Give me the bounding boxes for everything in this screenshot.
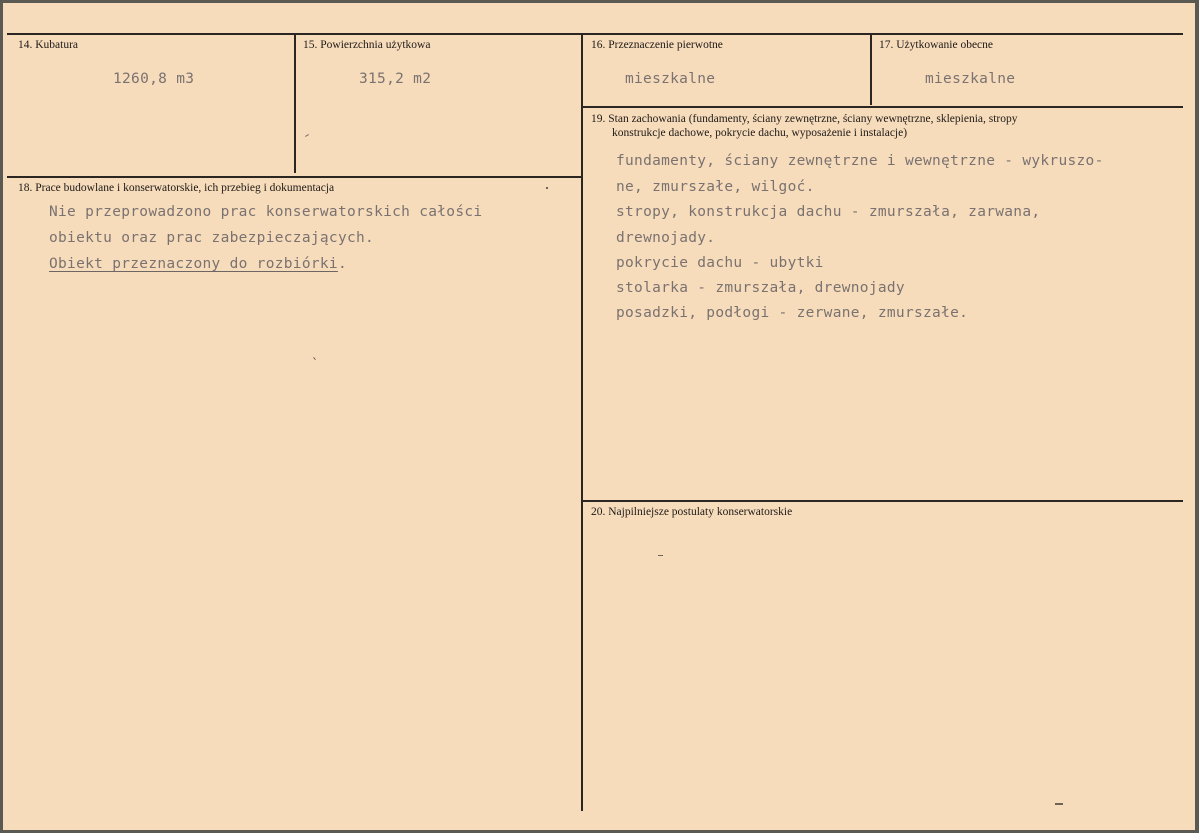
top-border-line xyxy=(7,33,1183,35)
paper-speck xyxy=(313,357,316,360)
field-15-label: 15. Powierzchnia użytkowa xyxy=(303,39,431,51)
field-19-line-2: ne, zmurszałe, wilgoć. xyxy=(616,179,815,195)
divider-16-17 xyxy=(870,33,872,105)
field-18-line-3-suffix: . xyxy=(337,256,347,272)
field-19-line-5: pokrycie dachu - ubytki xyxy=(616,255,824,271)
field-14-label: 14. Kubatura xyxy=(18,39,79,51)
field-19-label-line-2: konstrukcje dachowe, pokrycie dachu, wyposażenie i instalacje) xyxy=(612,127,908,139)
line-above-19 xyxy=(583,106,1183,108)
paper-speck xyxy=(546,187,548,189)
line-above-18 xyxy=(7,176,583,178)
field-18-line-3-underlined: Obiekt przeznaczony do rozbiórki xyxy=(49,256,338,272)
paper-speck xyxy=(305,134,309,137)
record-card xyxy=(3,3,1195,830)
field-19-line-3: stropy, konstrukcja dachu - zmurszała, zarwana, xyxy=(616,204,1041,220)
field-19-line-6: stolarka - zmurszała, drewnojady xyxy=(616,280,905,296)
field-19-line-7: posadzki, podłogi - zerwane, zmurszałe. xyxy=(616,305,969,321)
field-19-line-4: drewnojady. xyxy=(616,230,716,246)
field-17-label: 17. Użytkowanie obecne xyxy=(879,39,994,51)
paper-speck xyxy=(1055,803,1063,805)
center-divider xyxy=(581,33,583,811)
field-17-value: mieszkalne xyxy=(925,71,1016,87)
field-18-line-2: obiektu oraz prac zabezpieczających. xyxy=(49,230,375,246)
field-19-label-line-1: 19. Stan zachowania (fundamenty, ściany zewnętrzne, ściany wewnętrzne, sklepienia, stropy xyxy=(591,113,1018,125)
line-above-20 xyxy=(583,500,1183,502)
field-15-value: 315,2 m2 xyxy=(359,71,432,87)
field-16-label: 16. Przeznaczenie pierwotne xyxy=(591,39,723,51)
field-14-value: 1260,8 m3 xyxy=(113,71,195,87)
field-18-line-1: Nie przeprowadzono prac konserwatorskich całości xyxy=(49,204,483,220)
field-16-value: mieszkalne xyxy=(625,71,716,87)
paper-speck xyxy=(658,555,663,556)
field-19-line-1: fundamenty, ściany zewnętrzne i wewnętrzne - wykruszo- xyxy=(616,153,1104,169)
divider-14-15 xyxy=(294,33,296,173)
field-20-label: 20. Najpilniejsze postulaty konserwatorskie xyxy=(591,506,793,518)
field-18-line-3 xyxy=(49,256,347,272)
field-18-label: 18. Prace budowlane i konserwatorskie, ich przebieg i dokumentacja xyxy=(18,182,335,194)
